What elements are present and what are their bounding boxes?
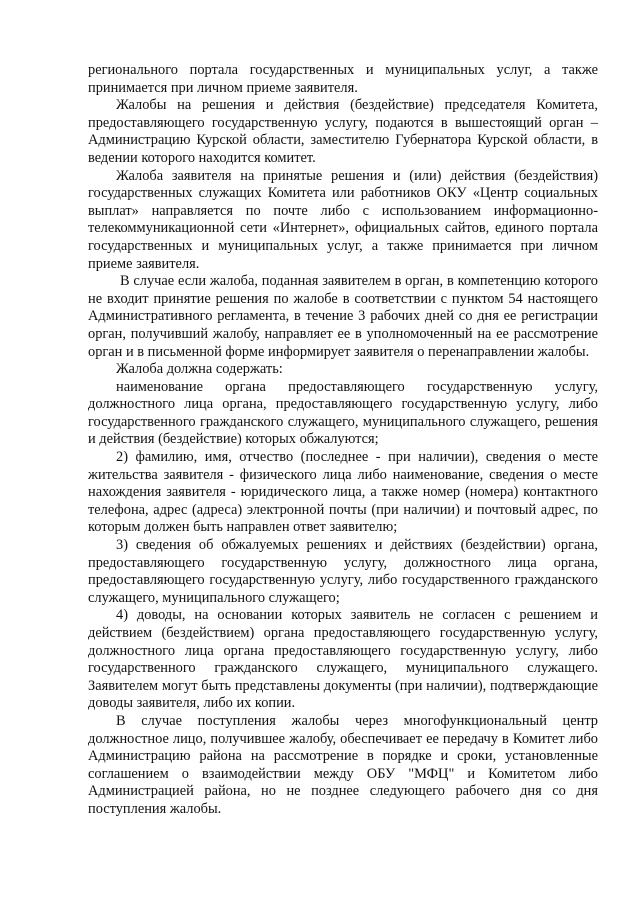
paragraph-complaint-channels: Жалоба заявителя на принятые решения и (или) действия (бездействия) государственных служащих Комитета или работников ОКУ «Центр социальных выплат» направляется по почте либо с использованием информационно-телекоммуникационной сети «Интернет», официальных сайтов, единого портала государственных и муниципальных услуг, а также принимается при личном приеме заявителя.: [88, 167, 598, 272]
paragraph-item-1: наименование органа предоставляющего государственную услугу, должностного лица органа, предоставляющего государственную услугу, либо государственного гражданского служащего, муниципального служащего, решения и действия (бездействие) которых обжалуются;: [88, 378, 598, 448]
paragraph-complaints-chairman: Жалобы на решения и действия (бездействие) председателя Комитета, предоставляющего государственную услугу, подаются в вышестоящий орган – Администрацию Курской области, заместителю Губернатора Курской области, в ведении которого находится комитет.: [88, 97, 598, 166]
paragraph-item-2: 2) фамилию, имя, отчество (последнее - при наличии), сведения о месте жительства заявителя - физического лица либо наименование, сведения о месте нахождения заявителя - юридического лица, а также номер (номера) контактного телефона, адрес (адреса) электронной почты (при наличии) и почтовый адрес, по которым должен быть направлен ответ заявителю;: [88, 449, 598, 536]
paragraph-item-3: 3) сведения об обжалуемых решениях и действиях (бездействии) органа, предоставляющего государственную услугу, должностного лица органа, предоставляющего государственную услугу, либо государственного гражданского служащего, муниципального служащего;: [88, 537, 598, 606]
paragraph-mfc: В случае поступления жалобы через многофункциональный центр должностное лицо, получившее жалобу, обеспечивает ее передачу в Комитет либо Администрацию района на рассмотрение в порядке и сроки, установленные соглашением о взаимодействии между ОБУ "МФЦ" и Комитетом либо Администрацией района, но не позднее следующего рабочего дня со дня поступления жалобы.: [88, 712, 598, 817]
paragraph-complaint-contents-heading: Жалоба должна содержать:: [116, 361, 283, 378]
paragraph-item-4: 4) доводы, на основании которых заявитель не согласен с решением и действием (бездействием) органа предоставляющего государственную услугу, должностного лица органа предоставляющего государственную услугу, либо государственного гражданского служащего, муниципального служащего. Заявителем могут быть представлены документы (при наличии), подтверждающие доводы заявителя, либо их копии.: [88, 607, 598, 712]
paragraph-redirect: В случае если жалоба, поданная заявителем в орган, в компетенцию которого не входит принятие решения по жалобе в соответствии с пунктом 54 настоящего Административного регламента, в течение 3 рабочих дней со дня ее регистрации орган, получивший жалобу, направляет ее в уполномоченный на ее рассмотрение орган и в письменной форме информирует заявителя о перенаправлении жалобы.: [88, 273, 598, 360]
paragraph-portal-continuation: регионального портала государственных и муниципальных услуг, а также принимается при личном приеме заявителя.: [88, 62, 598, 96]
